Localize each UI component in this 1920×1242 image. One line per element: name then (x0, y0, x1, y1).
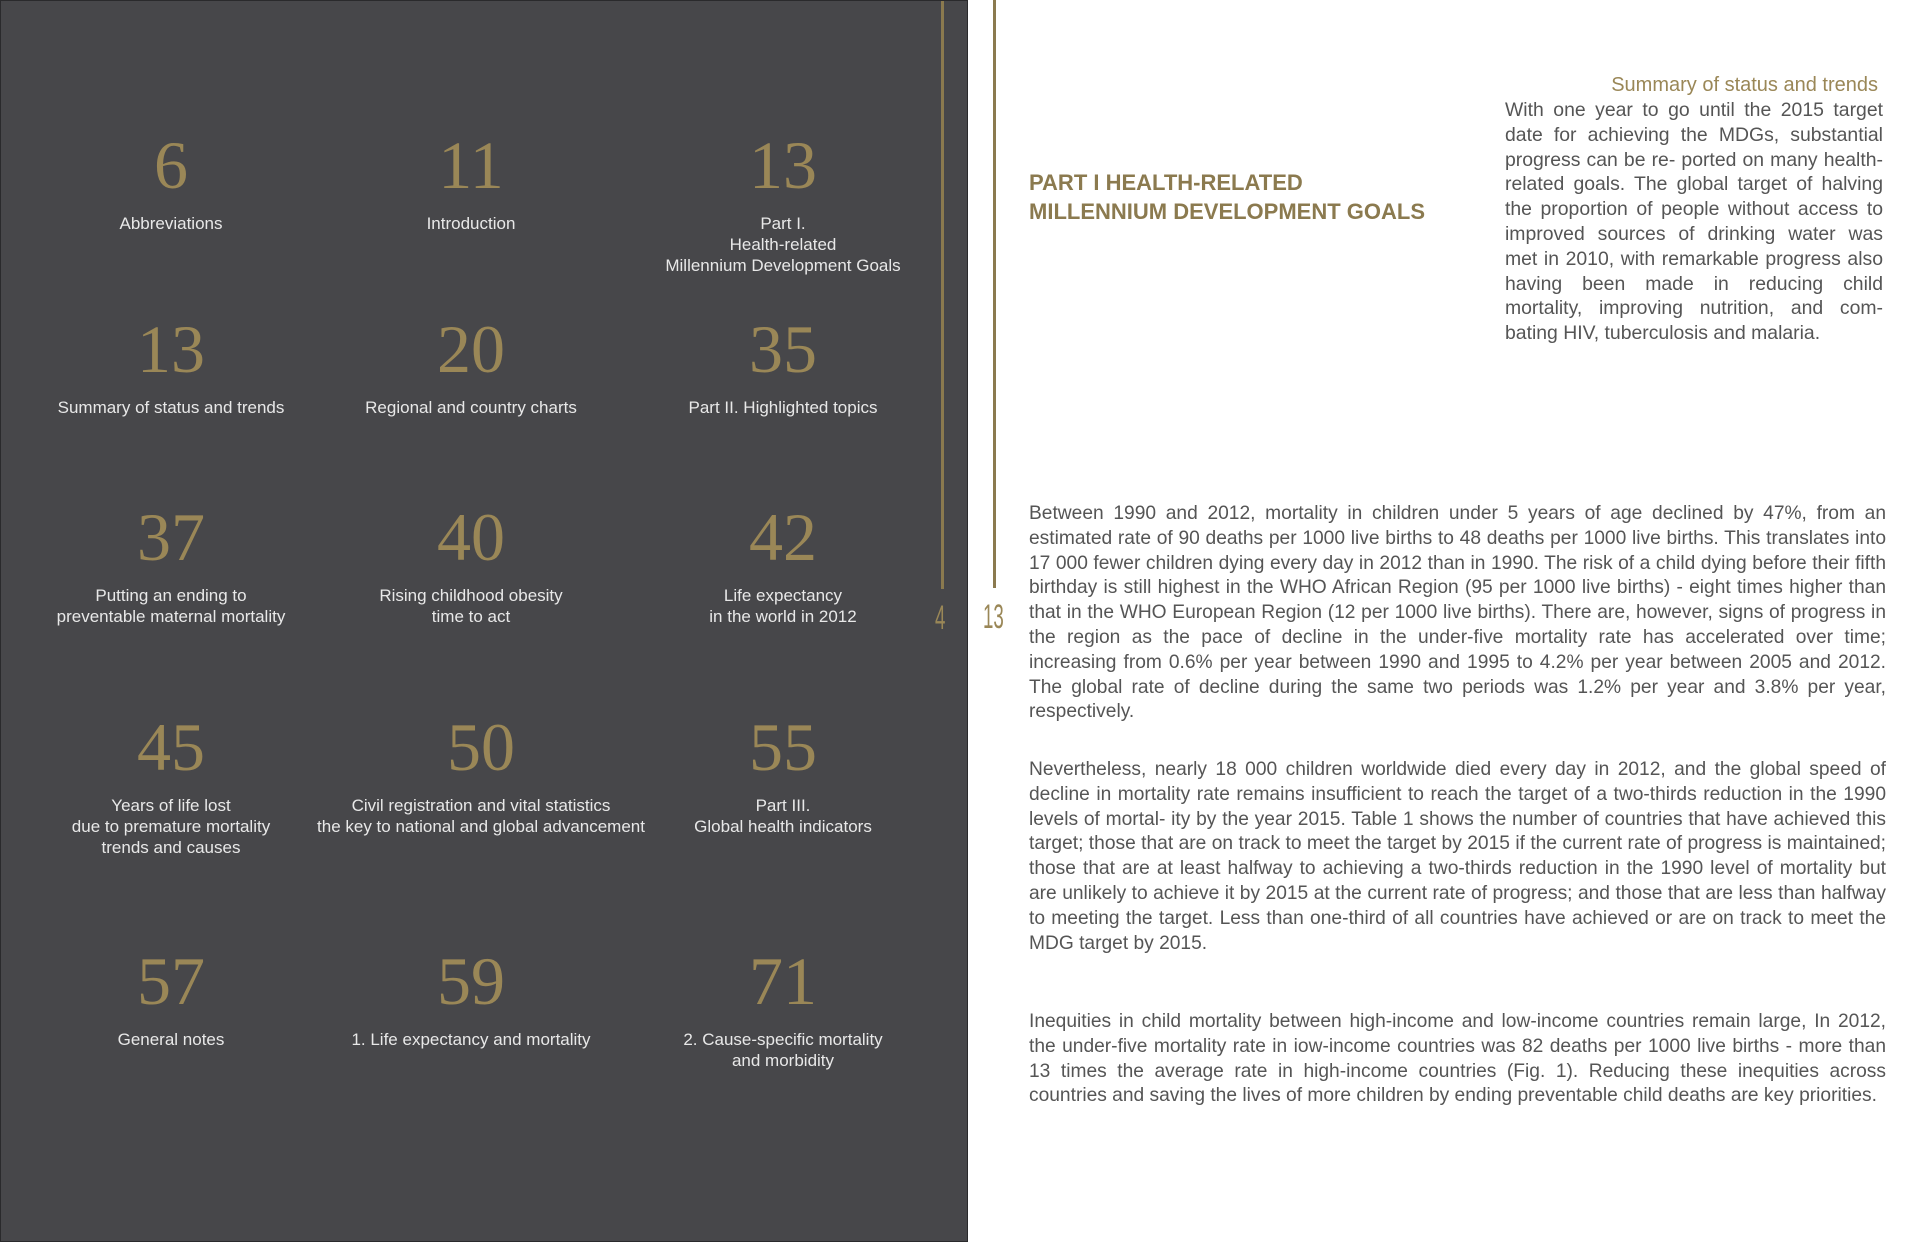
entry-page-number: 55 (749, 709, 817, 785)
entry-page-number: 11 (438, 127, 504, 203)
entry-label: Part II. Highlighted topics (688, 398, 878, 417)
entry-label: Life expectancy in the world in 2012 (709, 586, 857, 626)
entry-label: Introduction (426, 214, 516, 233)
contents-entry[interactable] (21, 499, 321, 627)
entry-label: Civil registration and vital statistics the key to national and global advancement (317, 796, 645, 836)
entry-page-number: 50 (447, 709, 515, 785)
contents-entry[interactable] (633, 943, 933, 1071)
gold-divider-line (941, 1, 944, 589)
contents-entry[interactable] (21, 709, 321, 858)
entry-page-number: 59 (437, 943, 505, 1019)
entry-page-number: 6 (154, 127, 188, 203)
contents-entry[interactable] (21, 311, 321, 418)
contents-entry[interactable] (633, 709, 933, 837)
body-paragraph: Nevertheless, nearly 18 000 children worldwide died every day in 2012, and the global speed of decline in mortality rate remains insufficient to reach the target of a two-thirds reduction in the 1990 levels of mortal- ity by the year 2015. Table 1 shows the number of countries that have achieved this target; those that are on track to meet the target by 2015 if the current rate of progress is maintained; those that are at least halfway to achieving a two-thirds reduction in the 1990 level of mortality but are unlikely to achieve it by 2015 at the current rate of progress; and those that are less than halfway to meeting the target. Less than one-third of all countries have achieved or are on track to meet the MDG target by 2015. (1029, 759, 1886, 954)
body-paragraph: Inequities in child mortality between high-income and low-income countries remain large, In 2012, the under-five mortality rate in iow-income countries was 82 deaths per 1000 live births - more than 13 times the average rate in high-income countries (Fig. 1). Reducing these inequities across countries and saving the lives of more children by ending preventable child deaths are key priorities. (1029, 1011, 1886, 1107)
entry-page-number: 13 (749, 127, 817, 203)
entry-label: Part I. Health-related Millennium Development Goals (665, 214, 901, 275)
entry-page-number: 35 (749, 311, 817, 387)
contents-entry[interactable] (321, 311, 621, 418)
contents-entry[interactable] (21, 943, 321, 1050)
entry-label: General notes (117, 1030, 225, 1049)
entry-page-number: 57 (137, 943, 205, 1019)
contents-entry[interactable] (321, 499, 621, 627)
contents-entry[interactable] (301, 709, 661, 837)
entry-label: Putting an ending to preventable maternal mortality (56, 586, 286, 626)
right-page-number: 13 (983, 598, 1004, 636)
entry-page-number: 40 (437, 499, 505, 575)
entry-page-number: 37 (137, 499, 205, 575)
entry-page-number: 13 (137, 311, 205, 387)
entry-label: Abbreviations (119, 214, 223, 233)
entry-label: Rising childhood obesity time to act (379, 586, 563, 626)
entry-label: 2. Cause-specific mortality and morbidity (683, 1030, 883, 1070)
summary-text: With one year to go until the 2015 target date for achieving the MDGs, substantial progress can be re- ported on many health- related goals. The global target of halving the proportion of people without access to improved sources of drinking water was met in 2010, with remarkable progress also having been made in reducing child mortality, improving nutrition, and com- bating HIV, tuberculosis and malaria. (1505, 99, 1883, 345)
entry-label: Part III. Global health indicators (694, 796, 872, 836)
summary-heading: Summary of status and trends (1611, 74, 1878, 96)
contents-entry[interactable] (633, 499, 933, 627)
entry-page-number: 42 (749, 499, 817, 575)
entry-page-number: 20 (437, 311, 505, 387)
body-paragraph: Between 1990 and 2012, mortality in children under 5 years of age declined by 47%, from an estimated rate of 90 deaths per 1000 live births to 48 deaths per 1000 live births. This translates into 17 000 fewer children dying every day in 2012 than in 1990. The risk of a child dying before their fifth birthday is still highest in the WHO African Region (95 per 1000 live births) - eight times higher than that in the WHO European Region (12 per 1000 live births). There are, however, signs of progress in the region as the pace of decline in the under-five mortality rate has accelerated over time; increasing from 0.6% per year between 1990 and 1995 to 4.2% per year between 2005 and 2012. The global rate of decline during the same two periods was 1.2% per year and 3.8% per year, respectively. (1029, 503, 1886, 723)
left-page-number: 4 (935, 599, 946, 637)
contents-entry[interactable] (321, 943, 621, 1050)
entry-label: 1. Life expectancy and mortality (351, 1030, 591, 1049)
entry-page-number: 45 (137, 709, 205, 785)
entry-page-number: 71 (749, 943, 817, 1019)
entry-label: Summary of status and trends (57, 398, 285, 417)
contents-entry[interactable] (633, 311, 933, 418)
contents-entry[interactable] (633, 127, 933, 276)
entry-label: Years of life lost due to premature mortality trends and causes (71, 796, 271, 857)
contents-entry[interactable] (321, 127, 621, 234)
part-title: PART I HEALTH-RELATED MILLENNIUM DEVELOPMENT GOALS (1029, 170, 1425, 224)
contents-entry[interactable] (21, 127, 321, 234)
gold-divider-line (993, 0, 996, 588)
entry-label: Regional and country charts (365, 398, 577, 417)
